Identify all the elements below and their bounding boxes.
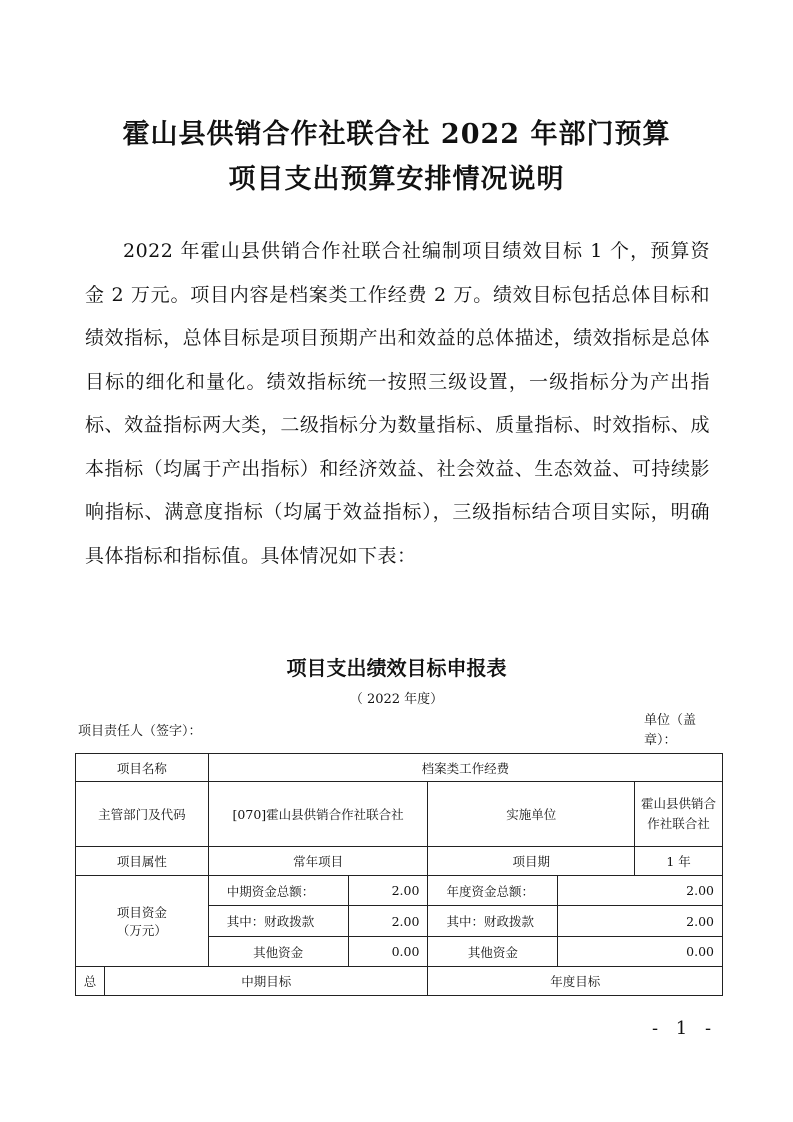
unit-seal-label: 单位（盖章）：	[644, 713, 697, 748]
impl-unit-value: 霍山县供销合作社联合社	[635, 782, 723, 847]
year-fiscal-value: 2.00	[558, 906, 723, 937]
project-attr-value: 常年项目	[208, 847, 428, 876]
dept-value: [070]霍山县供销合作社联合社	[208, 782, 428, 847]
year-other-label: 其他资金	[428, 937, 558, 967]
table-row	[76, 782, 723, 847]
year-goal-label: 年度目标	[428, 967, 723, 996]
mid-other-value: 0.00	[348, 937, 428, 967]
dept-label: 主管部门及代码	[76, 782, 209, 847]
mid-fiscal-value: 2.00	[348, 906, 428, 937]
performance-target-table	[75, 753, 723, 996]
mid-total-value: 2.00	[348, 876, 428, 906]
mid-goal-label: 中期目标	[104, 967, 427, 996]
document-title-line-1: 霍山县供销合作社联合社 2022 年部门预算	[122, 119, 671, 150]
funds-label-line-2: （万元）	[116, 923, 167, 938]
project-name-value: 档案类工作经费	[208, 754, 722, 782]
year-other-value: 0.00	[558, 937, 723, 967]
project-funds-label	[76, 876, 209, 967]
table-row	[76, 967, 723, 996]
funds-label-line-1: 项目资金	[116, 905, 167, 920]
mid-total-label: 中期资金总额：	[208, 876, 348, 906]
project-period-value: 1 年	[635, 847, 723, 876]
project-period-label: 项目期	[428, 847, 635, 876]
table-row	[76, 847, 723, 876]
year-fiscal-label: 其中：财政拨款	[428, 906, 558, 937]
responsible-person-label: 项目责任人（签字）：	[78, 724, 202, 739]
year-total-value: 2.00	[558, 876, 723, 906]
project-name-label: 项目名称	[76, 754, 209, 782]
impl-unit-label: 实施单位	[428, 782, 635, 847]
table-row	[76, 876, 723, 906]
overall-goal-label: 总	[76, 967, 105, 996]
form-year-line: （ 2022 年度）	[349, 692, 444, 707]
year-total-label: 年度资金总额：	[428, 876, 558, 906]
project-attr-label: 项目属性	[76, 847, 209, 876]
body-paragraph: 2022 年霍山县供销合作社联合社编制项目绩效目标 1 个，预算资金 2 万元。项目内容是档案类工作经费 2 万。绩效目标包括总体目标和绩效指标，总体目标是项目预期产出和效益的总体描述，绩效指标是总体目标的细化和量化。绩效指标统一按照三级设置，一级指标分为产出指标、效益指标两大类，二级指标分为数量指标、质量指标、时效指标、成本指标（均属于产出指标）和经济效益、社会效益、生态效益、可持续影响指标、满意度指标（均属于效益指标），三级指标结合项目实际，明确具体指标和指标值。具体情况如下表：	[85, 240, 710, 567]
mid-fiscal-label: 其中：财政拨款	[208, 906, 348, 937]
page-number: - 1 -	[652, 1018, 718, 1039]
table-row	[76, 754, 723, 782]
document-title-line-2: 项目支出预算安排情况说明	[228, 164, 565, 195]
form-title: 项目支出绩效目标申报表	[286, 656, 507, 680]
mid-other-label: 其他资金	[208, 937, 348, 967]
